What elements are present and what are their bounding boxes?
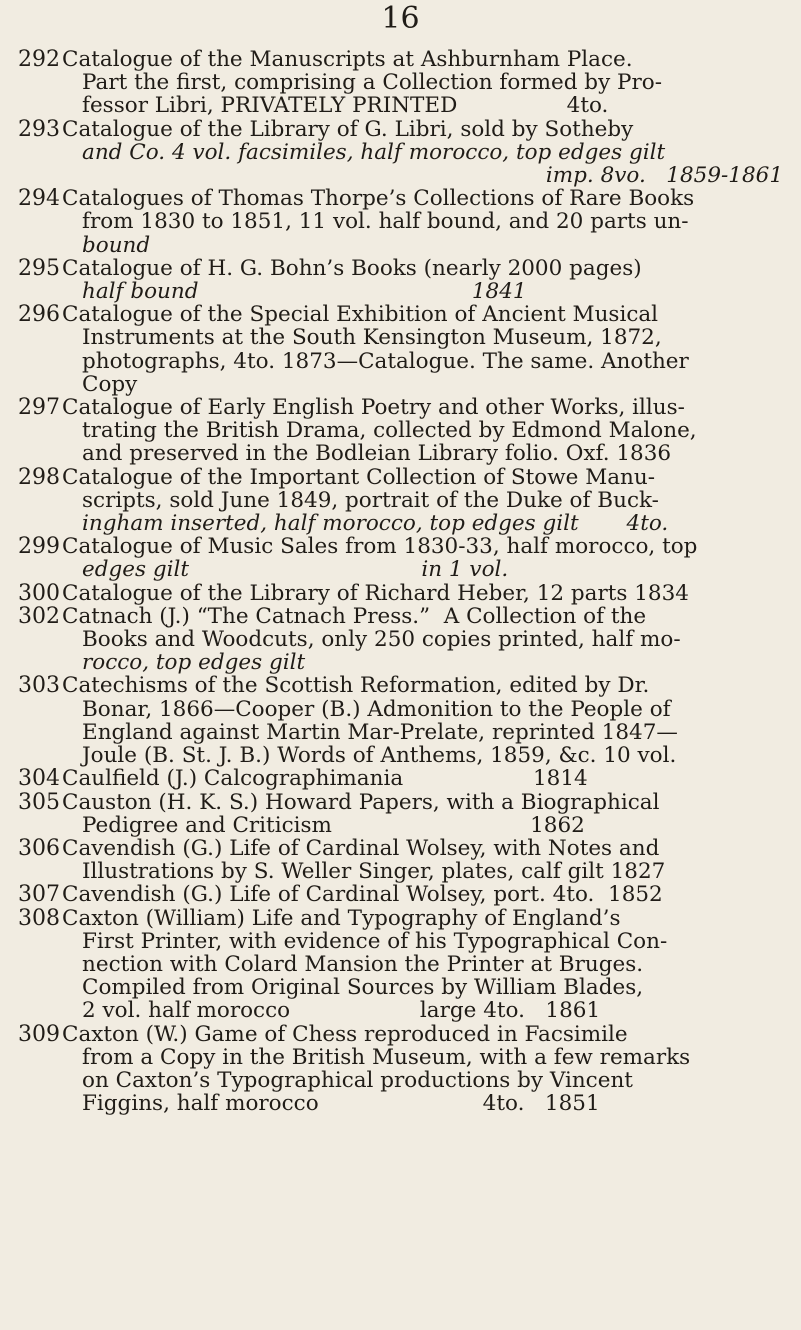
catalogue-entry: [0, 907, 801, 1023]
lot-number: 299: [18, 534, 60, 560]
lot-number: 303: [18, 673, 60, 699]
catalogue-entry: [0, 303, 801, 396]
entry-line: Compiled from Original Sources by William Blades,: [82, 975, 644, 1001]
entry-line: Bonar, 1866—Cooper (B.) Admonition to the People of: [82, 696, 671, 722]
catalogue-entry: [0, 118, 801, 188]
entry-line: nection with Colard Mansion the Printer at Bruges.: [82, 951, 644, 977]
entry-line: Catalogue of the Library of Richard Heber, 12 parts 1834: [62, 580, 689, 606]
entry-text: [62, 466, 783, 536]
entry-line: Part the first, comprising a Collection formed by Pro-: [82, 70, 663, 96]
entry-text: [62, 674, 783, 767]
entry-line: Catnach (J.) “The Catnach Press.” A Collection of the: [62, 603, 647, 629]
lot-number: 298: [18, 464, 60, 490]
entry-line: Books and Woodcuts, only 250 copies printed, half mo-: [82, 627, 681, 653]
lot-number: 305: [18, 789, 60, 815]
entry-line: 2 vol. half morocco large 4to. 1861: [82, 998, 601, 1024]
entry-line: Catalogue of the Library of G. Libri, sold by Sotheby: [62, 116, 634, 142]
entry-line: Catalogues of Thomas Thorpe’s Collections of Rare Books: [62, 186, 695, 212]
entry-line: Cavendish (G.) Life of Cardinal Wolsey, with Notes and: [62, 835, 660, 861]
entry-line: Catalogue of the Manuscripts at Ashburnham Place.: [62, 47, 633, 72]
entry-line: Catalogue of Early English Poetry and other Works, illus-: [62, 395, 685, 421]
entry-line: on Caxton’s Typographical productions by Vincent: [82, 1067, 633, 1093]
lot-number: 304: [18, 766, 60, 792]
lot-number: 306: [18, 835, 60, 861]
catalogue-entry: [0, 257, 801, 303]
entry-line: Joule (B. St. J. B.) Words of Anthems, 1859, &c. 10 vol.: [82, 743, 677, 769]
entry-line: First Printer, with evidence of his Typographical Con-: [82, 928, 668, 954]
lot-number: 293: [18, 116, 60, 142]
entry-line: Causton (H. K. S.) Howard Papers, with a Biographical: [62, 789, 660, 815]
entry-line: Figgins, half morocco 4to. 1851: [82, 1091, 600, 1117]
entry-text: [62, 791, 783, 837]
catalogue-entry: [0, 883, 801, 906]
lot-number: 307: [18, 882, 60, 908]
catalogue-entry: [0, 187, 801, 257]
entry-text: [62, 605, 783, 675]
entry-text: [62, 767, 783, 790]
entry-line: edges gilt in 1 vol.: [82, 557, 509, 583]
entry-line: scripts, sold June 1849, portrait of the Duke of Buck-: [82, 487, 659, 513]
entry-line: Caxton (W.) Game of Chess reproduced in Facsimile: [62, 1021, 628, 1047]
entry-line: Catalogue of the Special Exhibition of Ancient Musical: [62, 302, 659, 328]
lot-number: 294: [18, 186, 60, 212]
entry-line: imp. 8vo. 1859-1861: [545, 163, 783, 189]
entry-text: [62, 48, 783, 118]
entry-line: and preserved in the Bodleian Library folio. Oxf. 1836: [82, 441, 672, 467]
entry-line: Catalogue of the Important Collection of Stowe Manu-: [62, 464, 655, 490]
lot-number: 300: [18, 580, 60, 606]
catalogue-entry: [0, 1023, 801, 1116]
entry-text: [62, 257, 783, 303]
page-number: 16: [381, 1, 420, 36]
entry-line: ingham inserted, half morocco, top edges gilt 4to.: [82, 511, 669, 537]
entry-line: Catechisms of the Scottish Reformation, edited by Dr.: [62, 673, 650, 699]
entry-line: and Co. 4 vol. facsimiles, half morocco, top edges gilt: [82, 139, 666, 165]
catalogue-entry: [0, 767, 801, 790]
lot-number: 302: [18, 603, 60, 629]
entry-line: Caxton (William) Life and Typography of England’s: [62, 905, 621, 931]
entry-text: [62, 187, 783, 257]
entry-text: [62, 1023, 783, 1116]
entry-line: Pedigree and Criticism 1862: [82, 812, 585, 838]
lot-number: 295: [18, 255, 60, 281]
lot-number: 292: [18, 47, 60, 72]
entry-line: Copy: [82, 371, 138, 397]
lot-number: 309: [18, 1021, 60, 1047]
entry-line: trating the British Drama, collected by Edmond Malone,: [82, 418, 697, 444]
entry-text: [62, 303, 783, 396]
entry-line: England against Martin Mar-Prelate, reprinted 1847—: [82, 719, 678, 745]
entry-line: fessor Libri, PRIVATELY PRINTED 4to.: [82, 93, 609, 119]
catalogue-entry: [0, 396, 801, 466]
lot-number: 297: [18, 395, 60, 421]
entry-text: [62, 118, 783, 188]
catalogue-entry: [0, 605, 801, 675]
catalogue-entry: [0, 48, 801, 118]
catalogue-entry: [0, 674, 801, 767]
entry-line: from a Copy in the British Museum, with a few remarks: [82, 1044, 691, 1070]
catalogue-entry: [0, 791, 801, 837]
entry-text: [62, 883, 783, 906]
catalogue-entry: [0, 466, 801, 536]
entry-text: [62, 907, 783, 1023]
catalogue-entries: [0, 48, 801, 1115]
entry-text: [62, 582, 783, 605]
entry-line: Catalogue of Music Sales from 1830-33, half morocco, top: [62, 534, 698, 560]
entry-text: [62, 837, 783, 883]
catalogue-entry: [0, 535, 801, 581]
entry-line: half bound 1841: [82, 279, 527, 305]
entry-line: from 1830 to 1851, 11 vol. half bound, and 20 parts un-: [82, 209, 689, 235]
catalogue-entry: [0, 582, 801, 605]
entry-line: Instruments at the South Kensington Museum, 1872,: [82, 325, 662, 351]
entry-text: [62, 535, 783, 581]
entry-line: Cavendish (G.) Life of Cardinal Wolsey, port. 4to. 1852: [62, 882, 663, 908]
lot-number: 308: [18, 905, 60, 931]
catalogue-entry: [0, 837, 801, 883]
entry-line: bound: [82, 232, 151, 258]
entry-line: Illustrations by S. Weller Singer, plates, calf gilt 1827: [82, 859, 666, 885]
entry-line: Caulfield (J.) Calcographimania 1814: [62, 766, 588, 792]
entry-line: rocco, top edges gilt: [82, 650, 306, 676]
entry-text: [62, 396, 783, 466]
lot-number: 296: [18, 302, 60, 328]
entry-line: Catalogue of H. G. Bohn’s Books (nearly 2000 pages): [62, 255, 642, 281]
entry-line: photographs, 4to. 1873—Catalogue. The same. Another: [82, 348, 689, 374]
